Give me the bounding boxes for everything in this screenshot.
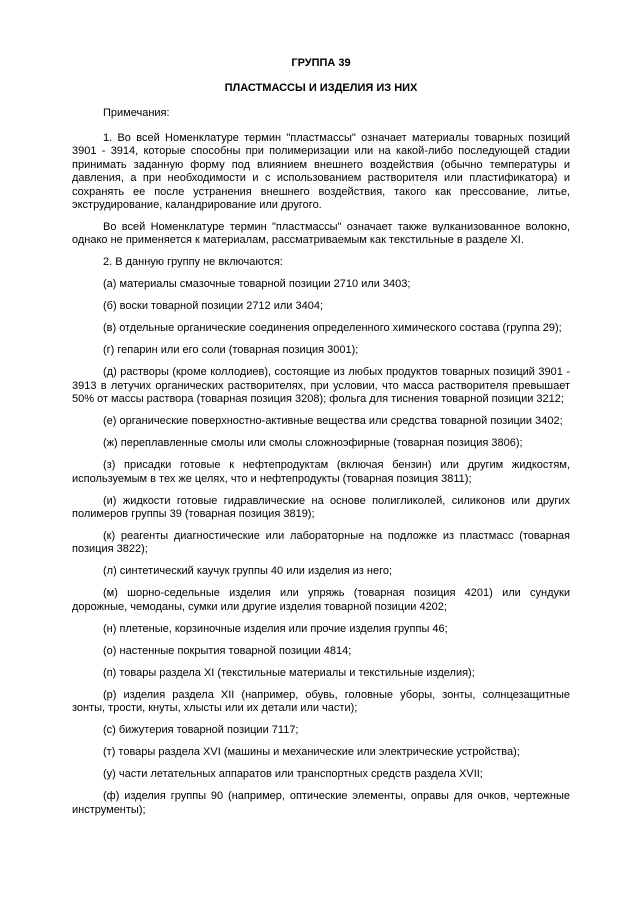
paragraph: (ф) изделия группы 90 (например, оптические элементы, оправы для очков, чертежные инструменты); bbox=[72, 790, 570, 816]
paragraph: (в) отдельные органические соединения определенного химического состава (группа 29); bbox=[103, 322, 562, 335]
paragraph: (л) синтетический каучук группы 40 или изделия из него; bbox=[103, 565, 393, 578]
paragraph: (к) реагенты диагностические или лабораторные на подложке из пластмасс (товарная позиция 3822); bbox=[72, 530, 570, 556]
paragraph: (е) органические поверхностно-активные вещества или средства товарной позиции 3402; bbox=[103, 415, 563, 428]
paragraph: (и) жидкости готовые гидравлические на основе полигликолей, силиконов или других полимеров группы 39 (товарная позиция 3819); bbox=[72, 494, 570, 521]
paragraph: 1. Во всей Номенклатуре термин "пластмассы" означает материалы товарных позиций 3901 - 3914, которые способны при полимеризации или на какой-либо последующей стадии принимать заданную форму под влиянием внешнего воздействия (обычно температуры и давления, а при необходимости и с использованием растворителя или пластификатора) и сохранять ее после устранения внешнего воздействия, такого как прессование, литье, экструдирование, каландрирование или другого. bbox=[72, 132, 570, 212]
notes-heading: Примечания: bbox=[103, 107, 170, 119]
group-title: ГРУППА 39 bbox=[291, 57, 351, 69]
paragraph: (з) присадки готовые к нефтепродуктам (включая бензин) или другим жидкостям, используемым в тех же целях, что и нефтепродукты (товарная позиция 3811); bbox=[72, 459, 570, 485]
paragraph: (а) материалы смазочные товарной позиции 2710 или 3403; bbox=[103, 278, 411, 291]
paragraph: (г) гепарин или его соли (товарная позиция 3001); bbox=[103, 344, 359, 357]
paragraph: (б) воски товарной позиции 2712 или 3404; bbox=[103, 300, 324, 313]
paragraph: (ж) переплавленные смолы или смолы сложноэфирные (товарная позиция 3806); bbox=[103, 437, 523, 450]
paragraph: (т) товары раздела XVI (машины и механические или электрические устройства); bbox=[103, 746, 520, 759]
paragraph: (м) шорно-седельные изделия или упряжь (товарная позиция 4201) или сундуки дорожные, чемоданы, сумки или другие изделия товарной позиции 4202; bbox=[72, 587, 570, 613]
group-subtitle: ПЛАСТМАССЫ И ИЗДЕЛИЯ ИЗ НИХ bbox=[224, 82, 418, 94]
paragraph: 2. В данную группу не включаются: bbox=[103, 256, 283, 269]
paragraph: (р) изделия раздела XII (например, обувь, головные уборы, зонты, солнцезащитные зонты, трости, кнуты, хлысты или их детали или части); bbox=[72, 688, 570, 715]
paragraph: (с) бижутерия товарной позиции 7117; bbox=[103, 724, 299, 737]
paragraph: (о) настенные покрытия товарной позиции 4814; bbox=[103, 644, 352, 657]
paragraph: Во всей Номенклатуре термин "пластмассы" означает также вулканизованное волокно, однако не применяется к материалам, рассматриваемым как текстильные в разделе XI. bbox=[72, 221, 570, 247]
paragraph: (у) части летательных аппаратов или транспортных средств раздела XVII; bbox=[103, 768, 483, 781]
paragraph: (д) растворы (кроме коллодиев), состоящие из любых продуктов товарных позиций 3901 - 3913 в летучих органических растворителях, при условии, что масса растворителя превышает 50% от массы раствора (товарная позиция 3208); фольга для тиснения товарной позиции 3212; bbox=[72, 366, 570, 406]
paragraph-list bbox=[72, 132, 570, 817]
paragraph: (п) товары раздела XI (текстильные материалы и текстильные изделия); bbox=[103, 666, 475, 679]
paragraph: (н) плетеные, корзиночные изделия или прочие изделия группы 46; bbox=[103, 622, 448, 635]
